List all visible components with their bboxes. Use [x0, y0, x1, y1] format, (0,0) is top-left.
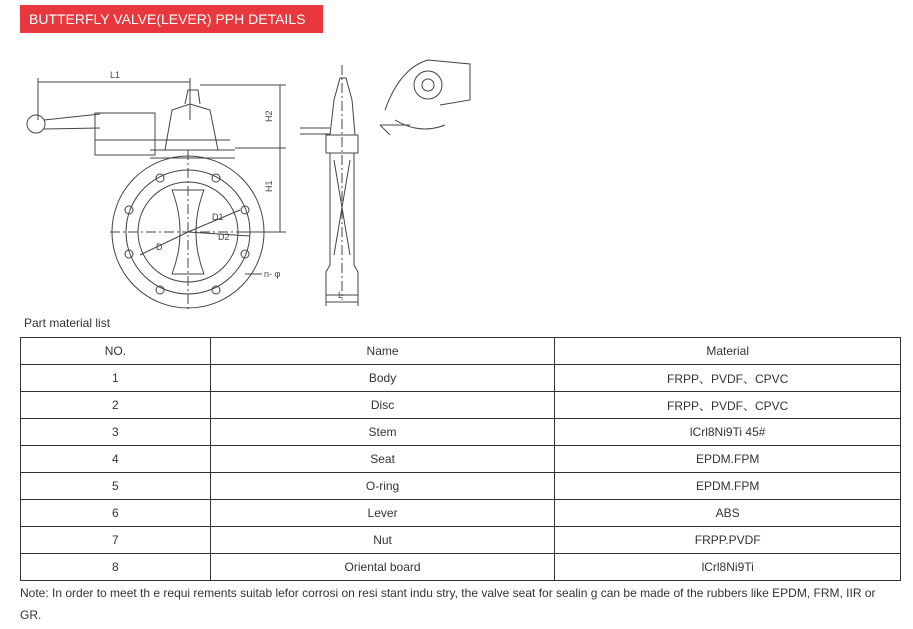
- table-row: [21, 446, 901, 473]
- cell-material: FRPP.PVDF: [555, 527, 901, 554]
- cell-material: EPDM.FPM: [555, 473, 901, 500]
- table-row: [21, 365, 901, 392]
- table-row: [21, 527, 901, 554]
- table-row: [21, 392, 901, 419]
- cell-no: 4: [21, 446, 211, 473]
- cell-no: 8: [21, 554, 211, 581]
- cell-name: Body: [210, 365, 555, 392]
- cell-no: 1: [21, 365, 211, 392]
- header-name: Name: [210, 338, 555, 365]
- table-header-row: [21, 338, 901, 365]
- cell-material: FRPP、PVDF、CPVC: [555, 392, 901, 419]
- label-l: L: [338, 290, 344, 300]
- cell-name: Lever: [210, 500, 555, 527]
- cell-name: Nut: [210, 527, 555, 554]
- cell-no: 6: [21, 500, 211, 527]
- label-d2: D2: [218, 232, 230, 242]
- cell-name: Oriental board: [210, 554, 555, 581]
- table-row: [21, 500, 901, 527]
- label-h1: H1: [264, 180, 274, 192]
- table-row: [21, 554, 901, 581]
- header-no: NO.: [21, 338, 211, 365]
- part-material-table: [20, 337, 901, 581]
- cell-material: EPDM.FPM: [555, 446, 901, 473]
- header-material: Material: [555, 338, 901, 365]
- cell-material: lCrl8Ni9Ti 45#: [555, 419, 901, 446]
- valve-technical-drawing: [0, 40, 913, 310]
- label-d1: D1: [212, 212, 224, 222]
- cell-name: O-ring: [210, 473, 555, 500]
- cell-name: Stem: [210, 419, 555, 446]
- label-n-phi: n- φ: [264, 269, 281, 279]
- label-h2: H2: [264, 110, 274, 122]
- cell-no: 2: [21, 392, 211, 419]
- table-row: [21, 473, 901, 500]
- page-title: BUTTERFLY VALVE(LEVER) PPH DETAILS: [20, 5, 323, 33]
- label-l1: L1: [110, 70, 121, 80]
- table-caption: Part material list: [24, 316, 111, 330]
- cell-name: Disc: [210, 392, 555, 419]
- cell-no: 7: [21, 527, 211, 554]
- cell-material: FRPP、PVDF、CPVC: [555, 365, 901, 392]
- cell-material: ABS: [555, 500, 901, 527]
- label-d: D: [156, 242, 163, 252]
- note-text: Note: In order to meet th e requi rements suitab lefor corrosi on resi stant indu stry, the valve seat for sealin g can be made of the rubbers like EPDM, FRM, IIR or GR.: [20, 586, 876, 622]
- cell-no: 3: [21, 419, 211, 446]
- table-row: [21, 419, 901, 446]
- cell-no: 5: [21, 473, 211, 500]
- cell-name: Seat: [210, 446, 555, 473]
- cell-material: lCrl8Ni9Ti: [555, 554, 901, 581]
